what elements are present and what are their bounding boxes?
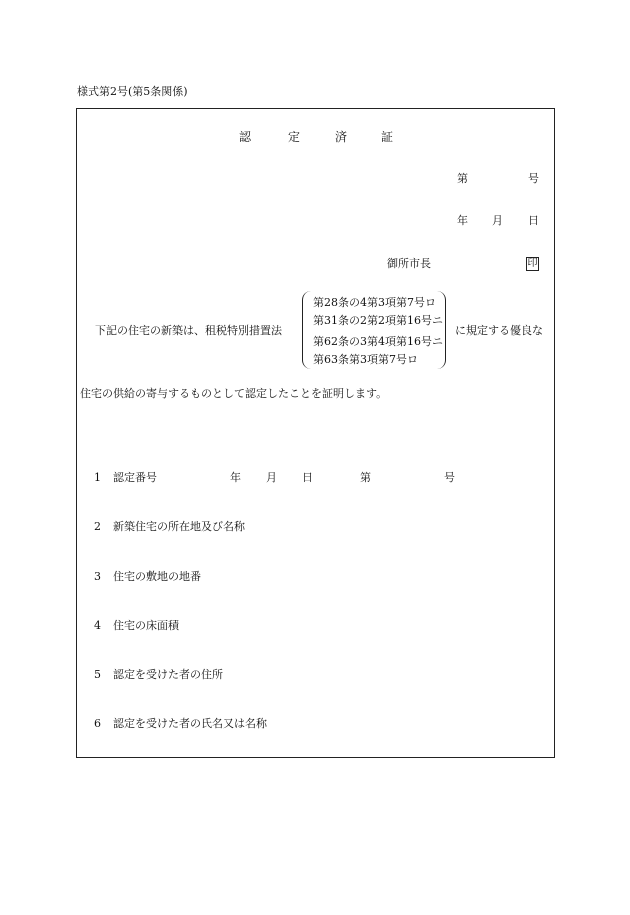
title-char-3: 済: [335, 130, 348, 144]
item-number-6: 6: [94, 717, 101, 730]
body-second-line: 住宅の供給の寄与するものとして認定したことを証明します。: [80, 387, 388, 400]
date-day: 日: [528, 214, 539, 227]
law-reference-1: 第28条の4第3項第7号ロ: [313, 296, 436, 309]
body-lead-text: 下記の住宅の新築は、租税特別措置法: [95, 324, 282, 337]
item-label-2: 新築住宅の所在地及び名称: [113, 520, 245, 533]
item-number-2: 2: [94, 520, 101, 533]
item-1-day: 日: [302, 471, 313, 484]
form-number-label: 様式第2号(第5条関係): [77, 85, 188, 98]
item-label-4: 住宅の床面積: [113, 619, 179, 632]
item-number-1: 1: [94, 471, 101, 484]
item-1-year: 年: [230, 471, 241, 484]
title-char-4: 証: [381, 130, 394, 144]
item-number-3: 3: [94, 570, 101, 583]
body-tail-text: に規定する優良な: [455, 324, 543, 337]
title-char-2: 定: [288, 130, 301, 144]
item-label-3: 住宅の敷地の地番: [113, 570, 201, 583]
law-reference-4: 第63条第3項第7号ロ: [313, 353, 418, 366]
certificate-number-go: 号: [528, 172, 539, 185]
law-reference-3: 第62条の3第4項第16号ニ: [313, 335, 443, 348]
item-1-dai: 第: [360, 471, 371, 484]
seal-stamp: 印: [527, 258, 538, 269]
date-month: 月: [492, 214, 503, 227]
certificate-frame: [76, 108, 555, 758]
issuer-name: 御所市長: [387, 257, 431, 270]
item-label-6: 認定を受けた者の氏名又は名称: [113, 717, 267, 730]
title-char-1: 認: [239, 130, 252, 144]
item-label-1: 認定番号: [113, 471, 157, 484]
item-1-go: 号: [444, 471, 455, 484]
item-number-4: 4: [94, 619, 101, 632]
item-label-5: 認定を受けた者の住所: [113, 668, 223, 681]
date-year: 年: [457, 214, 468, 227]
item-1-month: 月: [266, 471, 277, 484]
certificate-number-dai: 第: [457, 172, 468, 185]
item-number-5: 5: [94, 668, 101, 681]
law-reference-2: 第31条の2第2項第16号ニ: [313, 314, 443, 327]
